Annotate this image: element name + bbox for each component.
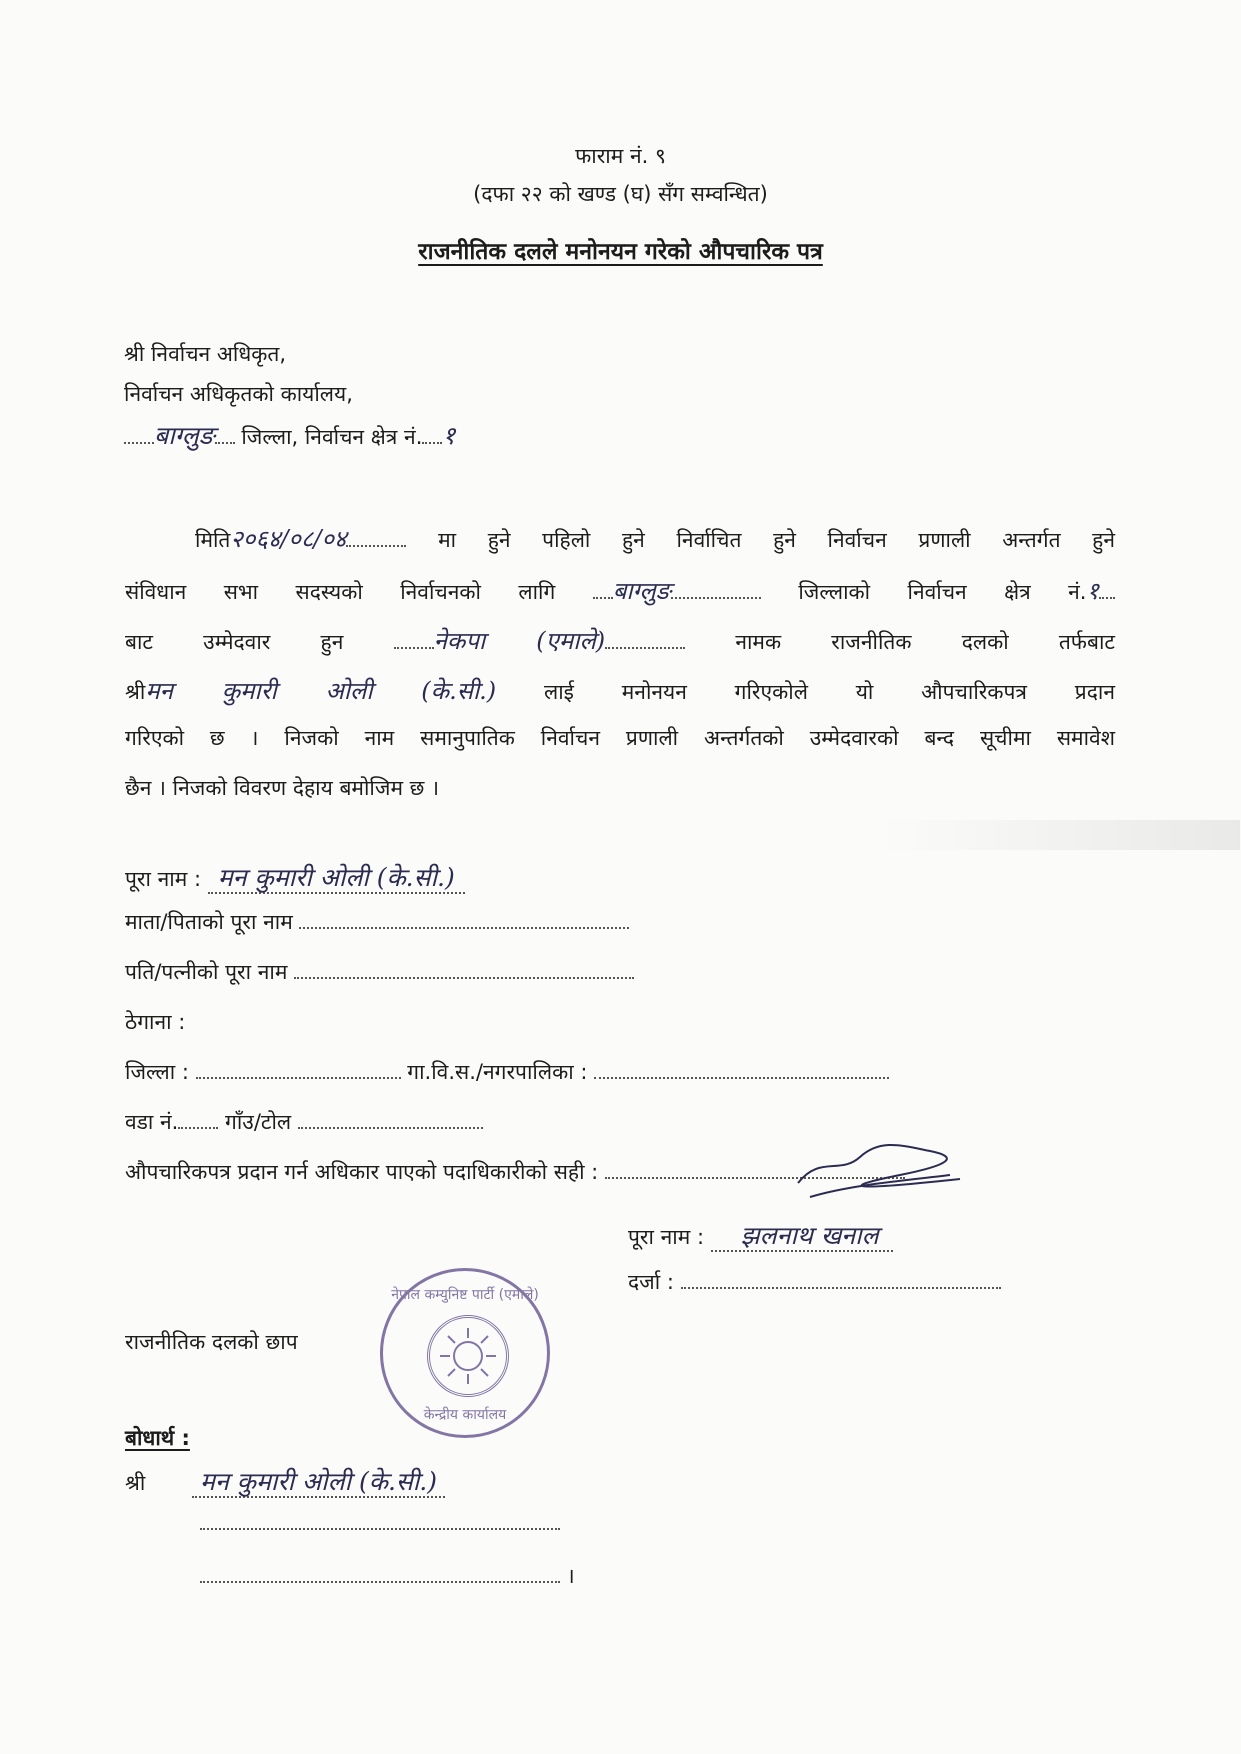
full-name-label: पूरा नाम : bbox=[125, 867, 202, 891]
body-line3 bbox=[125, 624, 1115, 657]
signature-row bbox=[125, 1158, 905, 1186]
district-vdc-row bbox=[125, 1058, 889, 1086]
stamp-bottom-text: केन्द्रीय कार्यालय bbox=[423, 1407, 507, 1423]
stamp-label: राजनीतिक दलको छाप bbox=[125, 1330, 298, 1354]
full-name-handwritten: मन कुमारी ओली (के.सी.) bbox=[208, 863, 465, 894]
body-line4-suffix: लाई मनोनयन गरिएकोले यो औपचारिकपत्र प्रदान bbox=[543, 680, 1115, 704]
dotted-fill bbox=[299, 909, 629, 929]
detail-district-label: जिल्ला : bbox=[125, 1060, 189, 1084]
dotted-fill bbox=[200, 1563, 560, 1583]
receipt-label: बोधार्थ : bbox=[125, 1426, 190, 1450]
ward-village-row bbox=[125, 1108, 483, 1136]
body-line2-prefix: संविधान सभा सदस्यको निर्वाचनको लागि bbox=[125, 580, 556, 604]
form-title bbox=[0, 234, 1241, 266]
dotted-fill bbox=[178, 1109, 218, 1129]
spouse-name-row bbox=[125, 958, 634, 986]
signature-label: औपचारिकपत्र प्रदान गर्न अधिकार पाएको पदाधिकारीको सही : bbox=[125, 1160, 599, 1184]
dotted-fill bbox=[671, 579, 761, 599]
rank-label: दर्जा : bbox=[628, 1270, 674, 1294]
dotted-fill bbox=[681, 1269, 1001, 1289]
spouse-name-label: पति/पत्नीको पूरा नाम bbox=[125, 960, 288, 984]
body-line4-prefix: श्री bbox=[125, 680, 146, 704]
rank-row bbox=[628, 1268, 1001, 1296]
body-line1 bbox=[125, 522, 1115, 555]
address-label: ठेगाना : bbox=[125, 1010, 186, 1034]
official-name-label: पूरा नाम : bbox=[628, 1225, 705, 1249]
dotted-fill bbox=[594, 1059, 889, 1079]
dotted-fill bbox=[593, 579, 613, 599]
official-name-handwritten: झलनाथ खनाल bbox=[711, 1221, 893, 1252]
full-name-row bbox=[125, 860, 465, 894]
body-line3-prefix: बाट उम्मेदवार हुन bbox=[125, 630, 344, 654]
vdc-label: गा.वि.स./नगरपालिका : bbox=[407, 1060, 588, 1084]
body-line6: छैन । निजको विवरण देहाय बमोजिम छ । bbox=[125, 776, 440, 800]
party-stamp bbox=[380, 1268, 550, 1438]
body-district-handwritten: बाग्लुङ bbox=[612, 577, 671, 605]
form-title-text: राजनीतिक दलले मनोनयन गरेको औपचारिक पत्र bbox=[418, 239, 823, 265]
receipt-blank-line-1 bbox=[200, 1528, 560, 1530]
ward-label: वडा नं. bbox=[125, 1110, 179, 1134]
addressee-line2: निर्वाचन अधिकृतको कार्यालय, bbox=[124, 382, 353, 406]
dotted-fill bbox=[294, 959, 634, 979]
dotted-fill bbox=[346, 527, 406, 547]
dotted-fill bbox=[124, 424, 154, 444]
body-line2-mid: जिल्लाको निर्वाचन क्षेत्र नं. bbox=[798, 580, 1087, 604]
official-signature bbox=[790, 1135, 970, 1205]
stamp-emblem bbox=[427, 1315, 509, 1397]
body-line4 bbox=[125, 674, 1115, 707]
body-constituency-handwritten: १ bbox=[1086, 577, 1099, 605]
form-number: फाराम नं. ९ bbox=[575, 144, 666, 168]
scan-smudge bbox=[880, 820, 1240, 850]
dotted-fill bbox=[215, 424, 235, 444]
dotted-fill bbox=[605, 629, 685, 649]
receipt-prefix: श्री bbox=[125, 1471, 146, 1495]
body-line5: गरिएको छ । निजको नाम समानुपातिक निर्वाचन प्रणाली अन्तर्गतको उम्मेदवारको बन्द सूचीमा समावेश bbox=[125, 726, 1115, 750]
dotted-fill bbox=[422, 424, 442, 444]
body-line2 bbox=[125, 574, 1115, 607]
dotted-fill bbox=[1099, 579, 1115, 599]
party-handwritten: नेकपा (एमाले) bbox=[433, 627, 606, 655]
parent-name-row bbox=[125, 908, 629, 936]
addressee-line3 bbox=[124, 418, 455, 452]
addressee-constituency-handwritten: १ bbox=[442, 421, 456, 450]
date-prefix: मिति bbox=[195, 528, 231, 552]
receipt-end-mark: । bbox=[566, 1564, 575, 1588]
official-name-row bbox=[628, 1218, 893, 1252]
body-line3-suffix: नामक राजनीतिक दलको तर्फबाट bbox=[735, 630, 1115, 654]
dotted-fill bbox=[394, 629, 434, 649]
candidate-handwritten: मन कुमारी ओली (के.सी.) bbox=[145, 677, 497, 705]
dotted-fill bbox=[298, 1109, 483, 1129]
addressee-district-label: जिल्ला, निर्वाचन क्षेत्र नं. bbox=[241, 425, 423, 449]
date-handwritten: २०६४/०८/०४ bbox=[230, 525, 347, 553]
receipt-blank-line-2 bbox=[200, 1562, 575, 1590]
form-reference: (दफा २२ को खण्ड (घ) सँग सम्वन्धित) bbox=[473, 182, 768, 206]
addressee-line1: श्री निर्वाचन अधिकृत, bbox=[124, 342, 287, 366]
body-line1-text: मा हुने पहिलो हुने निर्वाचित हुने निर्वाचन प्रणाली अन्तर्गत हुने bbox=[438, 528, 1115, 552]
sun-emblem-icon bbox=[430, 1318, 506, 1394]
receipt-name-handwritten: मन कुमारी ओली (के.सी.) bbox=[192, 1467, 445, 1498]
dotted-fill bbox=[196, 1059, 401, 1079]
parent-name-label: माता/पिताको पूरा नाम bbox=[125, 910, 293, 934]
receipt-name-row bbox=[125, 1464, 445, 1498]
addressee-district-handwritten: बाग्लुङ bbox=[154, 421, 215, 450]
stamp-top-text: नेपाल कम्युनिष्ट पार्टी (एमाले) bbox=[391, 1287, 539, 1303]
village-label: गाँउ/टोल bbox=[225, 1110, 292, 1134]
